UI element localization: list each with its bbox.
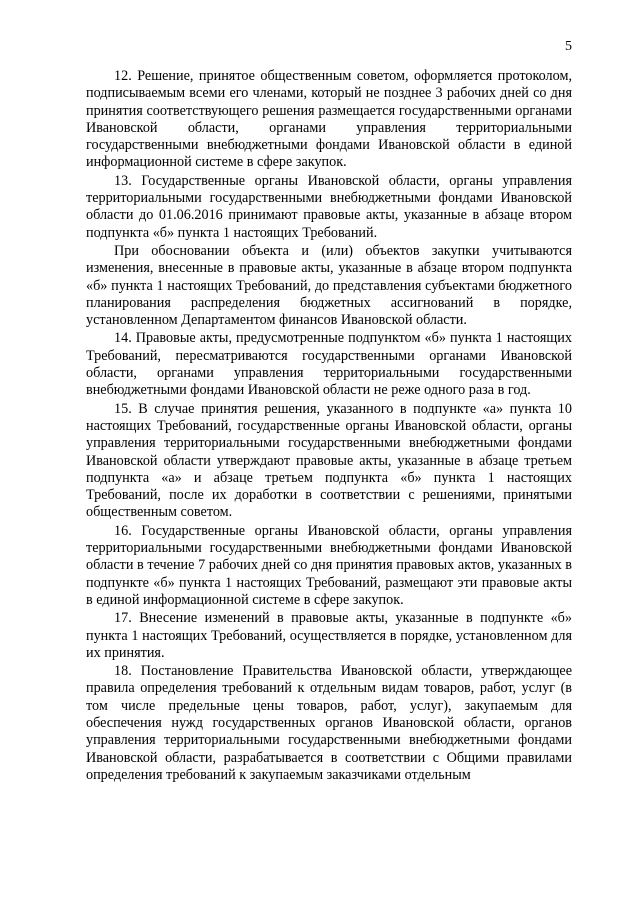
paragraph-17: 17. Внесение изменений в правовые акты, указанные в подпункте «б» пункта 1 настоящих Требований, осуществляется в порядке, установленном для их принятия. bbox=[86, 610, 572, 661]
document-body bbox=[86, 68, 572, 785]
paragraph-16: 16. Государственные органы Ивановской области, органы управления территориальными государственными внебюджетными фондами Ивановской области в течение 7 рабочих дней со дня принятия правовых актов, указанных в подпункте «б» пункта 1 настоящих Требований, размещают эти правовые акты в единой информационной системе в сфере закупок. bbox=[86, 522, 572, 608]
paragraph-13-continuation: При обосновании объекта и (или) объектов закупки учитываются изменения, внесенные в правовые акты, указанные в абзаце втором подпункта «б» пункта 1 настоящих Требований, до представления субъектами бюджетного планирования распределения бюджетных ассигнований в порядке, установленном Департаментом финансов Ивановской области. bbox=[86, 242, 572, 329]
paragraph-12: 12. Решение, принятое общественным советом, оформляется протоколом, подписываемым всеми его членами, который не позднее 3 рабочих дней со дня принятия соответствующего решения размещается государственными органами Ивановской области, органами управления территориальными государственными внебюджетными фондами Ивановской области в единой информационной системе в сфере закупок. bbox=[86, 68, 572, 171]
paragraph-13: 13. Государственные органы Ивановской области, органы управления территориальными государственными внебюджетными фондами Ивановской области до 01.06.2016 принимают правовые акты, указанные в абзаце втором подпункта «б» пункта 1 настоящих Требований. bbox=[86, 172, 572, 241]
paragraph-14: 14. Правовые акты, предусмотренные подпунктом «б» пункта 1 настоящих Требований, пересматриваются государственными органами Ивановской области, органами управления территориальными государственными внебюджетными фондами Ивановской области не реже одного раза в год. bbox=[86, 330, 572, 399]
page-number: 5 bbox=[565, 39, 572, 54]
paragraph-15: 15. В случае принятия решения, указанного в подпункте «а» пункта 10 настоящих Требований, государственные органы Ивановской области, органы управления территориальными государственными внебюджетными фондами Ивановской области утверждают правовые акты, указанные в абзаце третьем подпункта «а» и абзаце третьем подпункта «б» пункта 1 настоящих Требований, после их доработки в соответствии с решениями, принятыми общественным советом. bbox=[86, 400, 572, 521]
paragraph-18: 18. Постановление Правительства Ивановской области, утверждающее правила определения требований к отдельным видам товаров, работ, услуг (в том числе предельные цены товаров, работ, услуг), закупаемым для обеспечения нужд государственных органов Ивановской области, органов управления территориальными государственными внебюджетными фондами Ивановской области, разрабатывается в соответствии с Общими правилами определения требований к закупаемым заказчиками отдельным bbox=[86, 663, 572, 783]
